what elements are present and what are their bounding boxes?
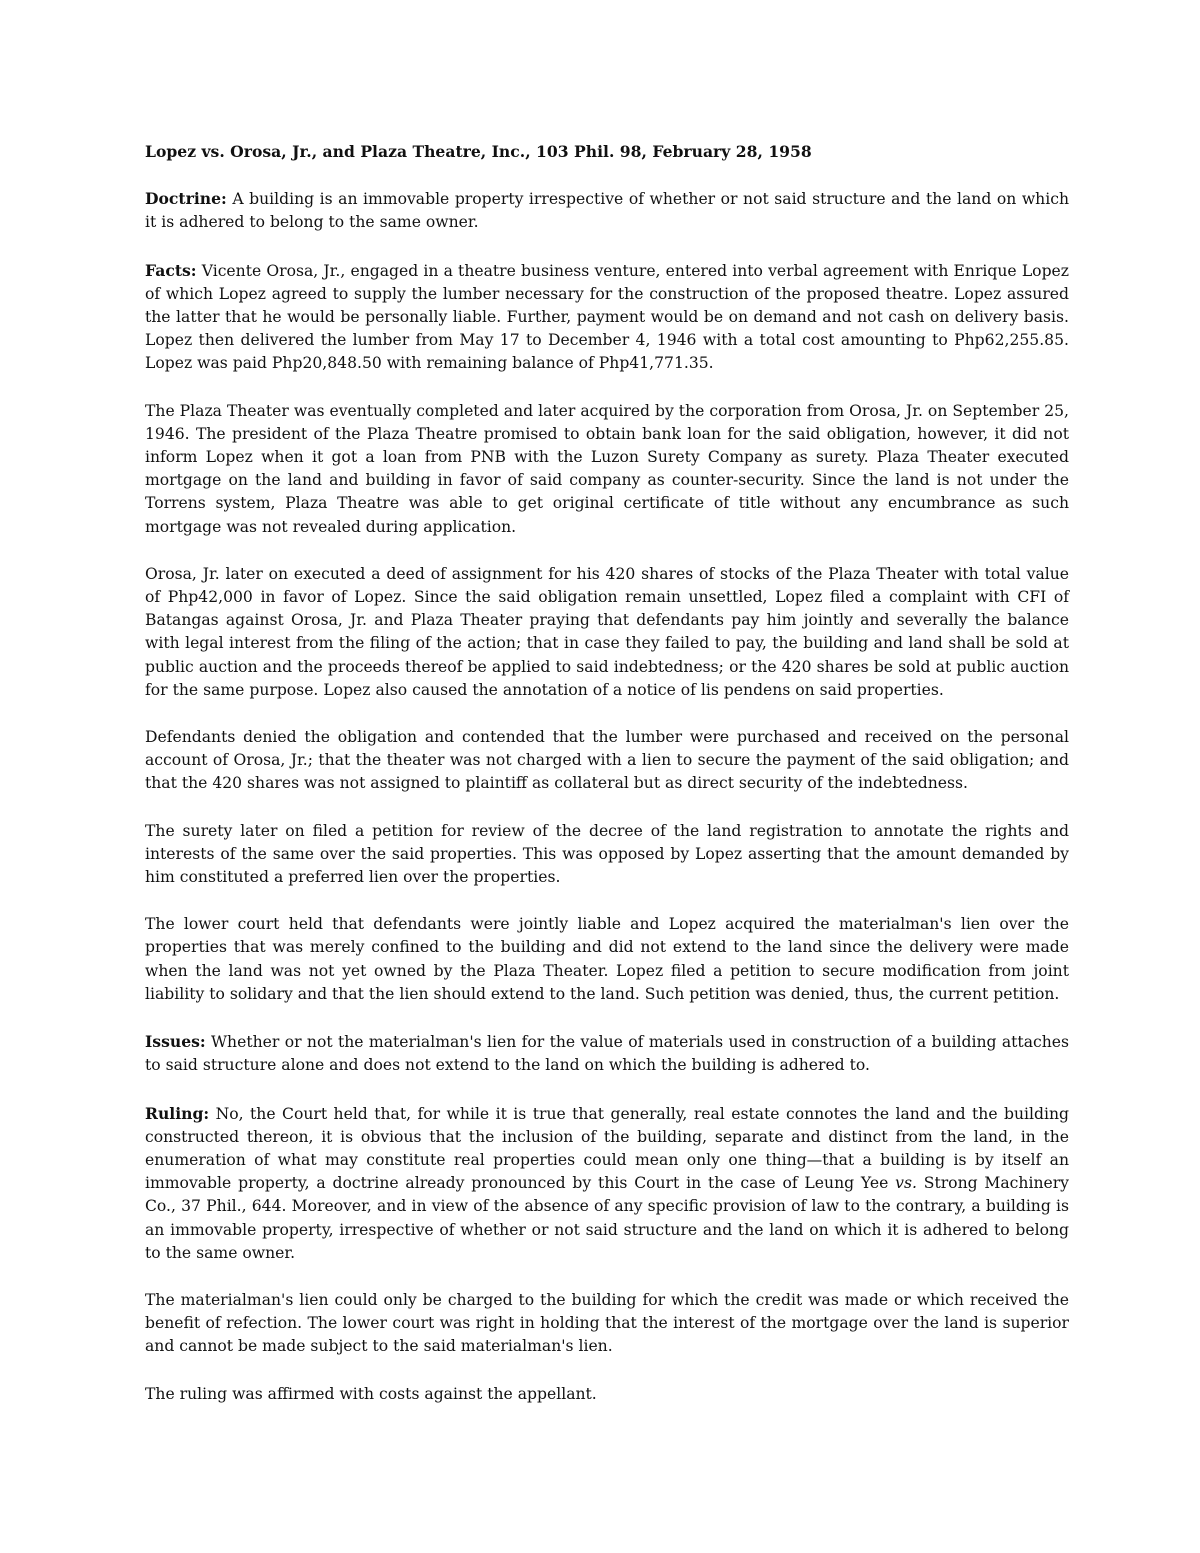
facts-paragraph-surety: The surety later on filed a petition for review of the decree of the land registration to annotate the rights and interests of the same over the said properties. This was opposed by Lopez asserting that the amount demanded by him constituted a preferred lien over the properties. — [145, 821, 1069, 887]
doctrine-text: A building is an immovable property irrespective of whether or not said structure and the land on which it is adhered to belong to the same owner. — [145, 190, 1069, 232]
issues-text: Whether or not the materialman's lien for the value of materials used in construction of a building attaches to said structure alone and does not extend to the land on which the building is adhered to. — [145, 1033, 1069, 1075]
facts-paragraph-deed-of-assignment: Orosa, Jr. later on executed a deed of assignment for his 420 shares of stocks of the Plaza Theater with total value of Php42,000 in favor of Lopez. Since the said obligation remain unsettled, Lopez filed a complaint with CFI of Batangas against Orosa, Jr. and Plaza Theater praying that defendants pay him jointly and severally the balance with legal interest from the filing of the action; that in case they failed to pay, the building and land shall be sold at public auction and the proceeds thereof be applied to said indebtedness; or the 420 shares be sold at public auction for the same purpose. Lopez also caused the annotation of a notice of lis pendens on said properties. — [145, 564, 1069, 699]
ruling-text-b: Strong Machinery Co., 37 Phil., 644. Moreover, and in view of the absence of any specific provision of law to the contrary, a building is an immovable property, irrespective of whether or not said structure and the land on which it is adhered to belong to the same owner. — [145, 1174, 1069, 1262]
facts-paragraph-defendants: Defendants denied the obligation and contended that the lumber were purchased and received on the personal account of Orosa, Jr.; that the theater was not charged with a lien to secure the payment of the said obligation; and that the 420 shares was not assigned to plaintiff as collateral but as direct security of the indebtedness. — [145, 728, 1069, 793]
ruling-paragraph — [145, 1102, 1069, 1265]
facts-label: Facts: — [145, 260, 197, 280]
document-page — [145, 140, 1069, 1406]
ruling-label: Ruling: — [145, 1103, 210, 1123]
doctrine-paragraph — [145, 187, 1069, 234]
issues-label: Issues: — [145, 1032, 206, 1052]
facts-paragraph-lower-court: The lower court held that defendants were jointly liable and Lopez acquired the materialman's lien over the properties that was merely confined to the building and did not extend to the land since the delivery were made when the land was not yet owned by the Plaza Theater. Lopez filed a petition to secure modification from joint liability to solidary and that the lien should extend to the land. Such petition was denied, thus, the current petition. — [145, 915, 1069, 1003]
case-title: Lopez vs. Orosa, Jr., and Plaza Theatre, Inc., 103 Phil. 98, February 28, 1958 — [145, 142, 812, 161]
doctrine-label: Doctrine: — [145, 189, 227, 209]
facts-paragraph-plaza-theater: The Plaza Theater was eventually completed and later acquired by the corporation from Orosa, Jr. on September 25, 1946. The president of the Plaza Theatre promised to obtain bank loan for the said obligation, however, it did not inform Lopez when it got a loan from PNB with the Luzon Surety Company as surety. Plaza Theater executed mortgage on the land and building in favor of said company as counter-security. Since the land is not under the Torrens system, Plaza Theatre was able to get original certificate of title without any encumbrance as such mortgage was not revealed during application. — [145, 401, 1069, 536]
ruling-text-a: No, the Court held that, for while it is true that generally, real estate connotes the land and the building constructed thereon, it is obvious that the inclusion of the building, separate and distinct from the land, in the enumeration of what may constitute real properties could mean only one thing—that a building is by itself an immovable property, a doctrine already pronounced by this Court in the case of Leung Yee — [145, 1104, 1069, 1193]
facts-paragraph — [145, 259, 1069, 376]
issues-paragraph — [145, 1030, 1069, 1077]
closing-paragraph-lien: The materialman's lien could only be charged to the building for which the credit was made or which received the benefit of refection. The lower court was right in holding that the interest of the mortgage over the land is superior and cannot be made subject to the said materialman's lien. — [145, 1290, 1069, 1356]
ruling-vs: vs. — [895, 1174, 917, 1193]
closing-paragraph-disposition: The ruling was affirmed with costs against the appellant. — [145, 1384, 597, 1403]
facts-text: Vicente Orosa, Jr., engaged in a theatre business venture, entered into verbal agreement with Enrique Lopez of which Lopez agreed to supply the lumber necessary for the construction of the proposed theatre. Lopez assured the latter that he would be personally liable. Further, payment would be on demand and not cash on delivery basis. Lopez then delivered the lumber from May 17 to December 4, 1946 with a total cost amounting to Php62,255.85. Lopez was paid Php20,848.50 with remaining balance of Php41,771.35. — [145, 261, 1069, 373]
